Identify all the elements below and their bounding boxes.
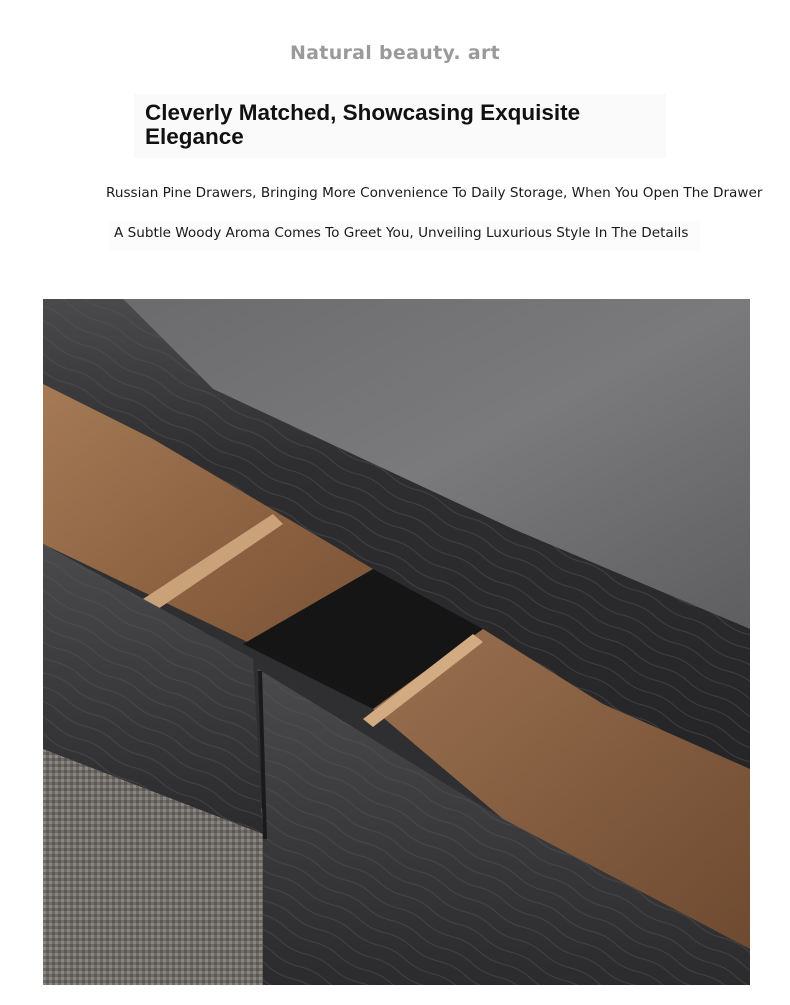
headline-line-1: Cleverly Matched, Showcasing Exquisite <box>145 100 581 125</box>
brand-title: Natural beauty. art <box>289 42 500 64</box>
product-photo-drawers <box>43 299 750 985</box>
description-line-1: Russian Pine Drawers, Bringing More Convenience To Daily Storage, When You Open The Drawer <box>106 185 763 201</box>
headline <box>145 101 615 149</box>
description-line-2: A Subtle Woody Aroma Comes To Greet You, Unveiling Luxurious Style In The Details <box>114 225 689 241</box>
headline-line-2: Elegance <box>145 124 244 149</box>
